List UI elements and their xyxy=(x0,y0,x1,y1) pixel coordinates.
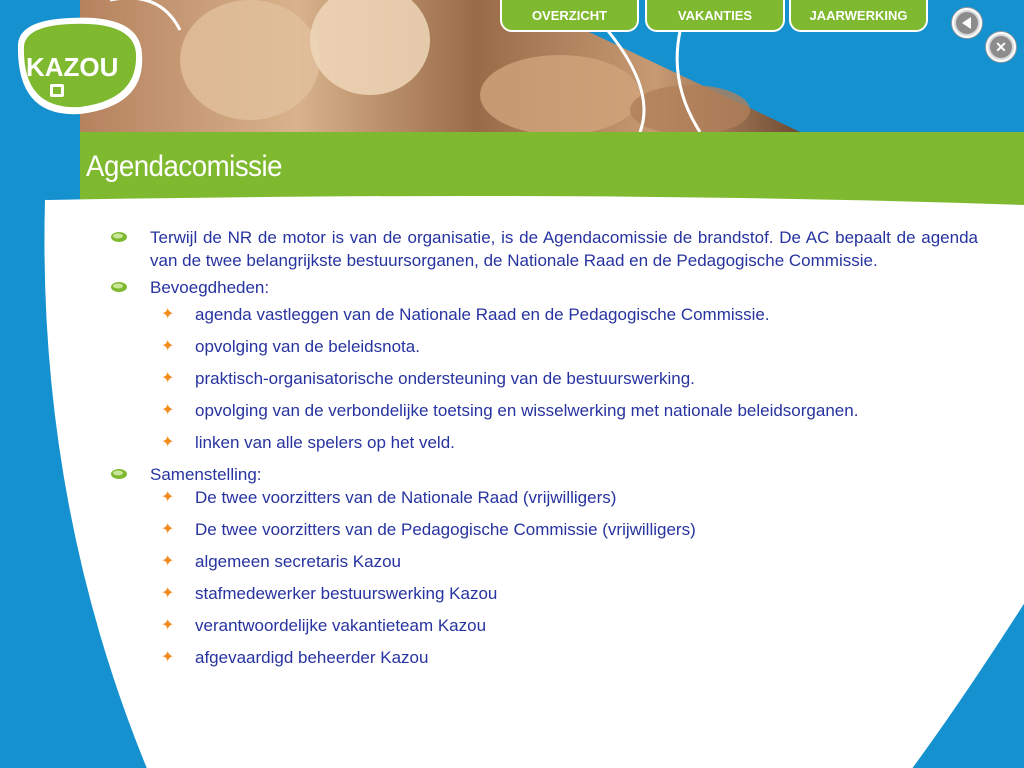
close-button[interactable] xyxy=(986,32,1016,62)
star-bullet-icon: ✦ xyxy=(161,617,175,634)
back-button[interactable] xyxy=(952,8,982,38)
intro-text: Terwijl de NR de motor is van de organisatie, is de Agendacomissie de brandstof. De AC bepaalt de agenda van de twee belangrijkste bestuursorganen, de Nationale Raad en de Pedagogische Commissie. xyxy=(150,228,978,270)
sub-item-text: algemeen secretaris Kazou xyxy=(195,552,402,571)
sub-item-text: De twee voorzitters van de Nationale Raad (vrijwilligers) xyxy=(195,488,617,507)
sub-item xyxy=(110,299,978,331)
sub-item-text: opvolging van de verbondelijke toetsing en wisselwerking met nationale beleidsorganen. xyxy=(195,401,859,420)
star-bullet-icon: ✦ xyxy=(161,489,175,506)
sub-item-text: verantwoordelijke vakantieteam Kazou xyxy=(195,616,487,635)
list-item xyxy=(110,226,978,272)
sub-item xyxy=(110,546,978,578)
content-body xyxy=(110,226,978,674)
sub-item-text: afgevaardigd beheerder Kazou xyxy=(195,648,429,667)
star-bullet-icon: ✦ xyxy=(161,649,175,666)
tab-overzicht[interactable]: OVERZICHT xyxy=(500,0,639,32)
logo-text: KAZOU xyxy=(26,52,119,82)
sub-item xyxy=(110,482,978,514)
sub-item-text: De twee voorzitters van de Pedagogische Commissie (vrijwilligers) xyxy=(195,520,696,539)
leaf-bullet-icon xyxy=(110,468,128,480)
section-title: Bevoegdheden: xyxy=(150,278,270,297)
sub-item-text: praktisch-organisatorische ondersteuning van de bestuurswerking. xyxy=(195,369,695,388)
sub-item xyxy=(110,331,978,363)
list-item xyxy=(110,276,978,299)
sub-item xyxy=(110,642,978,674)
sub-item xyxy=(110,395,978,427)
sub-item xyxy=(110,363,978,395)
tab-jaarwerking[interactable]: JAARWERKING xyxy=(789,0,928,32)
leaf-bullet-icon xyxy=(110,281,128,293)
sub-item xyxy=(110,514,978,546)
star-bullet-icon: ✦ xyxy=(161,521,175,538)
star-bullet-icon: ✦ xyxy=(161,553,175,570)
section-title: Samenstelling: xyxy=(150,465,262,484)
sub-item xyxy=(110,578,978,610)
sub-item xyxy=(110,610,978,642)
star-bullet-icon: ✦ xyxy=(161,585,175,602)
sub-list xyxy=(110,299,978,459)
tab-vakanties[interactable]: VAKANTIES xyxy=(645,0,785,32)
sub-item-text: opvolging van de beleidsnota. xyxy=(195,337,420,356)
star-bullet-icon: ✦ xyxy=(161,338,175,355)
sub-item-text: linken van alle spelers op het veld. xyxy=(195,433,455,452)
leaf-bullet-icon xyxy=(110,231,128,243)
star-bullet-icon: ✦ xyxy=(161,306,175,323)
star-bullet-icon: ✦ xyxy=(161,402,175,419)
close-icon: ✕ xyxy=(990,36,1012,58)
kazou-logo[interactable] xyxy=(10,14,148,118)
star-bullet-icon: ✦ xyxy=(161,434,175,451)
sub-item-text: stafmedewerker bestuurswerking Kazou xyxy=(195,584,498,603)
back-arrow-icon xyxy=(956,12,978,34)
sub-item-text: agenda vastleggen van de Nationale Raad en de Pedagogische Commissie. xyxy=(195,305,770,324)
sub-list xyxy=(110,482,978,674)
sub-item xyxy=(110,427,978,459)
page-title: Agendacomissie xyxy=(86,150,283,183)
star-bullet-icon: ✦ xyxy=(161,370,175,387)
